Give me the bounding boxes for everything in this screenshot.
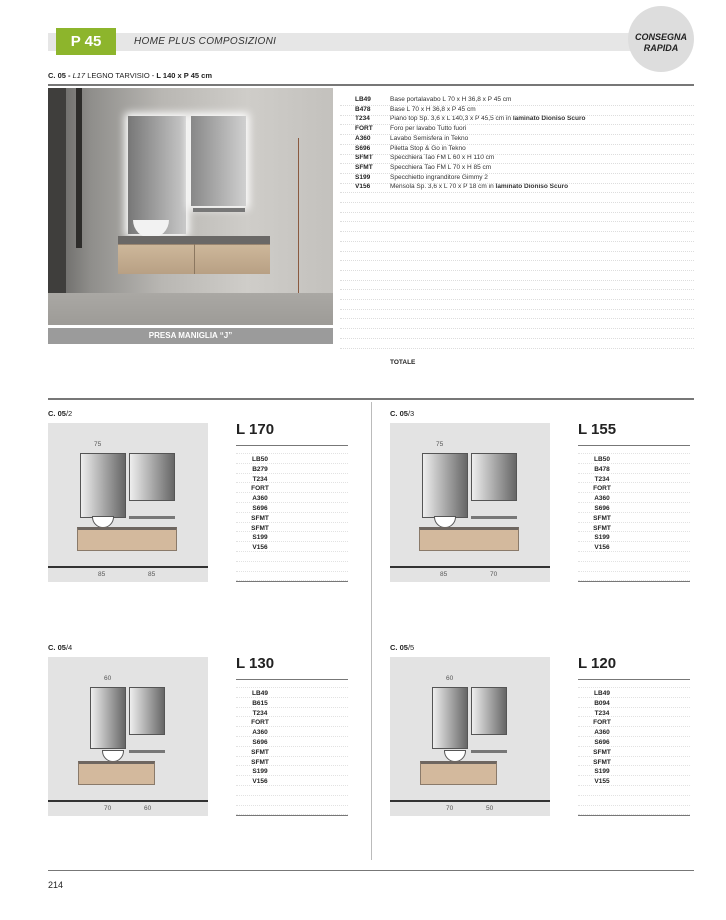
mirror-width: 75 <box>436 441 444 448</box>
row-line <box>340 134 694 135</box>
item-desc-text: Piletta Stop & Go in Tekno <box>390 144 466 152</box>
column-divider <box>371 402 372 860</box>
row-line <box>340 270 694 271</box>
row-line <box>340 212 694 213</box>
variant-item-code: A360 <box>252 495 268 503</box>
item-description <box>390 135 468 142</box>
variant-code: C. 05 <box>390 409 408 418</box>
variant-code: C. 05 <box>48 409 66 418</box>
variant-width-title: L 130 <box>236 655 275 672</box>
variant-item-code: SFMT <box>251 758 269 766</box>
footer-divider <box>48 870 694 871</box>
variant-item-code: S199 <box>594 768 610 776</box>
item-code: LB49 <box>355 96 371 103</box>
row-line <box>340 124 694 125</box>
base-width-2: 70 <box>490 571 498 578</box>
page-code-badge: P 45 <box>56 28 116 55</box>
item-desc-text: Lavabo Semisfera in Tekno <box>390 134 469 142</box>
base-width-1: 70 <box>446 805 454 812</box>
divider <box>578 679 690 680</box>
base-width-1: 70 <box>104 805 112 812</box>
row-line <box>340 280 694 281</box>
item-desc-finish: laminato Dioniso Scuro <box>495 183 569 191</box>
variant-item-code: SFMT <box>593 748 611 756</box>
mirror-width: 60 <box>104 675 112 682</box>
variant-item-code: B615 <box>252 699 268 707</box>
variant-item-code: B279 <box>252 465 268 473</box>
row-line <box>340 163 694 164</box>
row-line <box>340 105 694 106</box>
row-line <box>340 115 694 116</box>
divider <box>48 398 694 400</box>
divider <box>236 815 348 816</box>
row-line <box>340 318 694 319</box>
variant-item-code: SFMT <box>251 514 269 522</box>
variant-item-code: V156 <box>252 778 268 786</box>
item-description <box>390 106 476 113</box>
variant-label <box>390 643 414 652</box>
item-code: T234 <box>355 115 370 123</box>
item-code: A360 <box>355 134 371 142</box>
totale-label: TOTALE <box>390 359 416 366</box>
row-line <box>340 183 694 184</box>
row-line <box>340 348 694 349</box>
item-desc-text: Specchiera Tao FM L 60 x H 110 cm <box>390 154 495 162</box>
variant-item-code: V156 <box>594 544 610 552</box>
variant-width-title: L 170 <box>236 421 275 438</box>
row-line <box>340 202 694 203</box>
item-code: V156 <box>355 183 371 191</box>
variant-item-code: S199 <box>252 768 268 776</box>
variant-item-code: S696 <box>594 739 610 746</box>
item-description <box>390 96 511 103</box>
variant-item-code: B478 <box>594 465 610 473</box>
variant-item-code: A360 <box>252 729 268 737</box>
row-line <box>340 309 694 310</box>
variant-drawing <box>390 423 550 582</box>
item-code: FORT <box>355 125 373 133</box>
photo-caption: PRESA MANIGLIA “J” <box>48 328 333 344</box>
item-desc-text: Base L 70 x H 36,8 x P 45 cm <box>390 105 476 113</box>
variant-item-code: FORT <box>593 719 611 727</box>
item-description <box>390 154 494 161</box>
row-line <box>340 299 694 300</box>
comp-size: L 140 x P 45 cm <box>156 71 212 80</box>
divider <box>48 84 694 86</box>
divider <box>236 445 348 446</box>
row-line <box>340 154 694 155</box>
variant-drawing <box>48 423 208 582</box>
variant-label <box>48 409 72 418</box>
variant-code: C. 05 <box>48 643 66 652</box>
variant-item-code: V155 <box>594 778 610 786</box>
item-desc-text: Foro per lavabo Tutto fuori <box>390 125 467 133</box>
base-width-1: 85 <box>98 571 106 578</box>
item-desc-finish: laminato Dioniso Scuro <box>512 115 586 123</box>
row-line <box>340 241 694 242</box>
variant-width-title: L 120 <box>578 655 617 672</box>
item-code: S199 <box>355 173 371 181</box>
item-description <box>390 164 491 171</box>
variant-item-code: LB49 <box>252 690 268 697</box>
variant-drawing <box>48 657 208 816</box>
item-code: SFMT <box>355 163 373 171</box>
consegna-rapida-badge <box>628 6 694 72</box>
variant-suffix: /3 <box>407 409 415 418</box>
item-description <box>390 174 488 181</box>
item-desc-text: Specchiera Tao FM L 70 x H 85 cm <box>390 163 492 171</box>
variant-item-code: LB50 <box>594 456 610 463</box>
variant-label <box>390 409 414 418</box>
variant-item-code: LB50 <box>252 456 268 463</box>
page-number: 214 <box>48 880 64 890</box>
row-line <box>340 231 694 232</box>
row-line <box>340 173 694 174</box>
variant-item-code: S696 <box>252 505 268 512</box>
bathroom-photo <box>48 88 333 325</box>
row-line <box>340 221 694 222</box>
variant-code: C. 05 <box>390 643 408 652</box>
divider <box>578 581 690 582</box>
row-line <box>340 251 694 252</box>
item-description <box>390 125 466 132</box>
divider <box>236 581 348 582</box>
base-width-2: 50 <box>486 805 494 812</box>
variant-suffix: /2 <box>65 409 73 418</box>
variant-item-code: T234 <box>594 709 610 717</box>
row-line <box>340 328 694 329</box>
variant-item-code: SFMT <box>593 524 611 532</box>
variant-suffix: /4 <box>65 643 73 652</box>
row-line <box>340 144 694 145</box>
item-desc-text: Base portalavabo L 70 x H 36,8 x P 45 cm <box>390 96 512 103</box>
variant-item-code: SFMT <box>593 758 611 766</box>
item-code: SFMT <box>355 154 373 162</box>
divider <box>578 445 690 446</box>
variant-suffix: /5 <box>407 643 415 652</box>
item-desc-text: Mensola Sp. 3,6 x L 70 x P 18 cm in <box>390 183 496 191</box>
finish-code: L17 <box>72 71 86 80</box>
composition-subtitle <box>48 71 212 80</box>
variant-item-code: SFMT <box>251 748 269 756</box>
item-description <box>390 183 568 190</box>
variant-label <box>48 643 72 652</box>
base-width-2: 85 <box>148 571 156 578</box>
variant-item-code: V156 <box>252 544 268 552</box>
variant-item-code: FORT <box>251 485 269 493</box>
row-line <box>340 192 694 193</box>
variant-item-code: SFMT <box>593 514 611 522</box>
variant-item-code: S696 <box>594 505 610 512</box>
variant-drawing <box>390 657 550 816</box>
variant-item-code: SFMT <box>251 524 269 532</box>
mirror-width: 75 <box>94 441 102 448</box>
base-width-2: 60 <box>144 805 152 812</box>
item-code: S696 <box>355 144 371 152</box>
variant-width-title: L 155 <box>578 421 617 438</box>
variant-item-code: B094 <box>594 699 610 707</box>
variant-item-code: FORT <box>593 485 611 493</box>
comp-code: C. 05 - <box>48 71 73 80</box>
row-line <box>340 338 694 339</box>
row-line <box>340 260 694 261</box>
item-description <box>390 115 585 122</box>
badge-line-2: RAPIDA <box>643 43 679 53</box>
finish-name: LEGNO TARVISIO - <box>85 71 157 80</box>
variant-item-code: T234 <box>252 709 268 717</box>
badge-line-1: CONSEGNA <box>634 32 687 42</box>
variant-item-code: A360 <box>594 729 610 737</box>
variant-item-code: LB49 <box>594 690 610 697</box>
item-desc-text: Piano top Sp. 3,6 x L 140,3 x P 45,5 cm in <box>390 115 513 123</box>
mirror-width: 60 <box>446 675 454 682</box>
divider <box>236 679 348 680</box>
variant-item-code: S199 <box>252 534 268 542</box>
variant-item-code: T234 <box>252 475 268 483</box>
variant-item-code: FORT <box>251 719 269 727</box>
row-line <box>340 289 694 290</box>
base-width-1: 85 <box>440 571 448 578</box>
section-title: HOME PLUS COMPOSIZIONI <box>134 36 277 47</box>
variant-item-code: S696 <box>252 739 268 746</box>
variant-item-code: S199 <box>594 534 610 542</box>
item-description <box>390 145 466 152</box>
variant-item-code: A360 <box>594 495 610 503</box>
item-desc-text: Specchietto ingranditore Gimmy 2 <box>390 173 488 181</box>
divider <box>578 815 690 816</box>
variant-item-code: T234 <box>594 475 610 483</box>
item-code: B478 <box>355 105 371 113</box>
